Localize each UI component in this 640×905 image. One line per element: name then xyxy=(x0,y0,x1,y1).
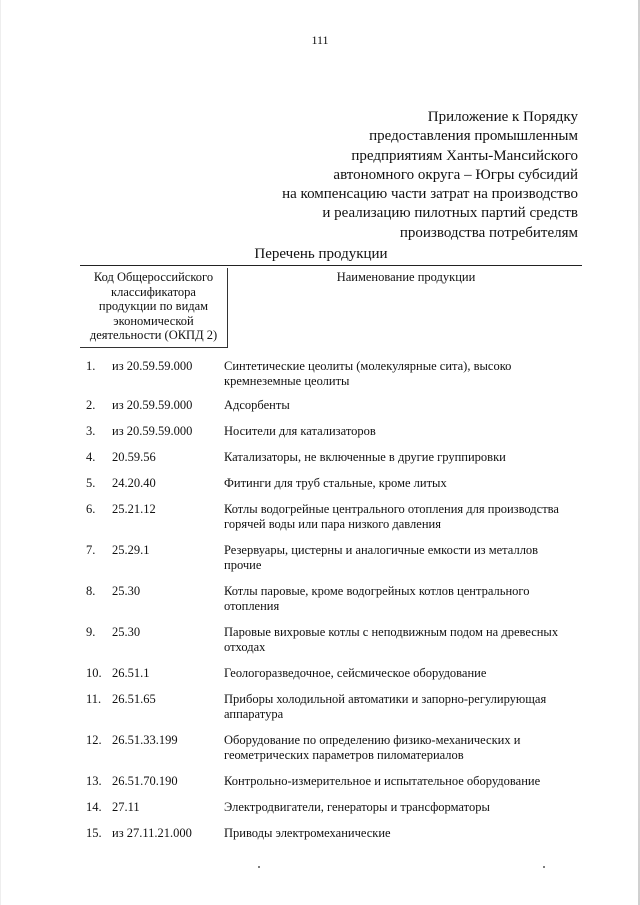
row-number: 6. xyxy=(86,502,96,516)
row-number: 12. xyxy=(86,733,102,747)
row-name xyxy=(224,359,584,389)
row-name-line: Котлы водогрейные центрального отопления для производства xyxy=(224,502,559,516)
appendix-line: предоставления промышленным xyxy=(369,128,578,145)
row-name-line: Электродвигатели, генераторы и трансформаторы xyxy=(224,800,490,814)
row-number: 7. xyxy=(86,543,96,557)
row-name-line: Адсорбенты xyxy=(224,398,290,412)
row-number: 8. xyxy=(86,584,96,598)
row-name-line: горячей воды или пара низкого давления xyxy=(224,517,441,532)
row-name-line: Катализаторы, не включенные в другие группировки xyxy=(224,450,506,464)
row-name xyxy=(224,584,584,614)
row-code: из 27.11.21.000 xyxy=(112,826,192,840)
row-name xyxy=(224,398,584,413)
header-code-line: Код Общероссийского xyxy=(93,270,214,284)
row-name-line: Резервуары, цистерны и аналогичные емкости из металлов xyxy=(224,543,539,557)
row-name xyxy=(224,733,584,763)
row-name-line: аппаратура xyxy=(224,707,284,722)
row-name-line: Паровые вихровые котлы с неподвижным подом на древесных xyxy=(224,625,559,639)
appendix-line: предприятиям Ханты-Мансийского xyxy=(351,147,578,164)
row-name-line: отходах xyxy=(224,640,266,655)
row-name-line: Носители для катализаторов xyxy=(224,424,376,438)
row-name-line: Синтетические цеолиты (молекулярные сита), высоко xyxy=(224,359,512,373)
page-left-edge xyxy=(0,0,1,905)
row-number: 15. xyxy=(86,826,102,840)
scan-speck xyxy=(543,866,545,868)
row-code: из 20.59.59.000 xyxy=(112,398,193,412)
row-number: 1. xyxy=(86,359,96,373)
row-name xyxy=(224,692,584,722)
row-name xyxy=(224,800,584,815)
row-number: 11. xyxy=(86,692,102,706)
row-name xyxy=(224,774,584,789)
row-name xyxy=(224,450,584,465)
row-code: 25.29.1 xyxy=(112,543,150,557)
row-code: 26.51.33.199 xyxy=(112,733,178,747)
row-code: 26.51.65 xyxy=(112,692,156,706)
row-name xyxy=(224,502,584,532)
row-code: из 20.59.59.000 xyxy=(112,424,193,438)
row-number: 4. xyxy=(86,450,96,464)
row-code: 25.21.12 xyxy=(112,502,156,516)
row-name xyxy=(224,666,584,681)
row-name-line: отопления xyxy=(224,599,280,614)
row-name xyxy=(224,543,584,573)
row-number: 3. xyxy=(86,424,96,438)
row-number: 13. xyxy=(86,774,102,788)
row-name xyxy=(224,826,584,841)
row-name-line: прочие xyxy=(224,558,262,573)
row-name-line: Геологоразведочное, сейсмическое оборудование xyxy=(224,666,487,680)
row-number: 2. xyxy=(86,398,96,412)
row-name-line: Котлы паровые, кроме водогрейных котлов центрального xyxy=(224,584,530,598)
row-name-line: Приборы холодильной автоматики и запорно-регулирующая xyxy=(224,692,547,706)
header-code-line: классификатора xyxy=(111,284,196,299)
row-name-line: Контрольно-измерительное и испытательное оборудование xyxy=(224,774,541,788)
appendix-line: и реализацию пилотных партий средств xyxy=(322,205,578,222)
appendix-line: производства потребителям xyxy=(399,224,578,241)
row-name-line: кремнеземные цеолиты xyxy=(224,374,350,389)
appendix-header xyxy=(198,108,578,243)
appendix-line: Приложение к Порядку xyxy=(427,109,578,125)
header-name-cell: Наименование продукции xyxy=(336,270,476,284)
row-code: 25.30 xyxy=(112,584,141,598)
row-number: 9. xyxy=(86,625,96,639)
row-name xyxy=(224,625,584,655)
row-number: 5. xyxy=(86,476,96,490)
scan-speck xyxy=(258,866,260,868)
list-title: Перечень продукции xyxy=(254,246,388,262)
row-name-line: Оборудование по определению физико-механических и xyxy=(224,733,521,747)
page-number: 111 xyxy=(311,33,329,47)
row-number: 14. xyxy=(86,800,102,814)
row-code: из 20.59.59.000 xyxy=(112,359,193,373)
row-name-line: Фитинги для труб стальные, кроме литых xyxy=(224,476,447,490)
row-name xyxy=(224,476,584,491)
table-top-rule xyxy=(80,265,582,266)
header-code-cell xyxy=(80,268,228,348)
header-code-line: экономической xyxy=(113,313,194,328)
header-code-line: продукции по видам xyxy=(98,299,209,314)
row-number: 10. xyxy=(86,666,102,680)
row-name-line: геометрических параметров пиломатериалов xyxy=(224,748,464,763)
row-name-line: Приводы электромеханические xyxy=(224,826,391,840)
row-code: 26.51.70.190 xyxy=(112,774,178,788)
row-name xyxy=(224,424,584,439)
row-code: 27.11 xyxy=(112,800,140,814)
appendix-line: на компенсацию части затрат на производство xyxy=(282,186,578,203)
header-code-line: деятельности (ОКПД 2) xyxy=(89,328,218,343)
row-code: 25.30 xyxy=(112,625,141,639)
row-code: 26.51.1 xyxy=(112,666,150,680)
row-code: 20.59.56 xyxy=(112,450,156,464)
row-code: 24.20.40 xyxy=(112,476,156,490)
appendix-line: автономного округа – Югры субсидий xyxy=(333,166,578,183)
